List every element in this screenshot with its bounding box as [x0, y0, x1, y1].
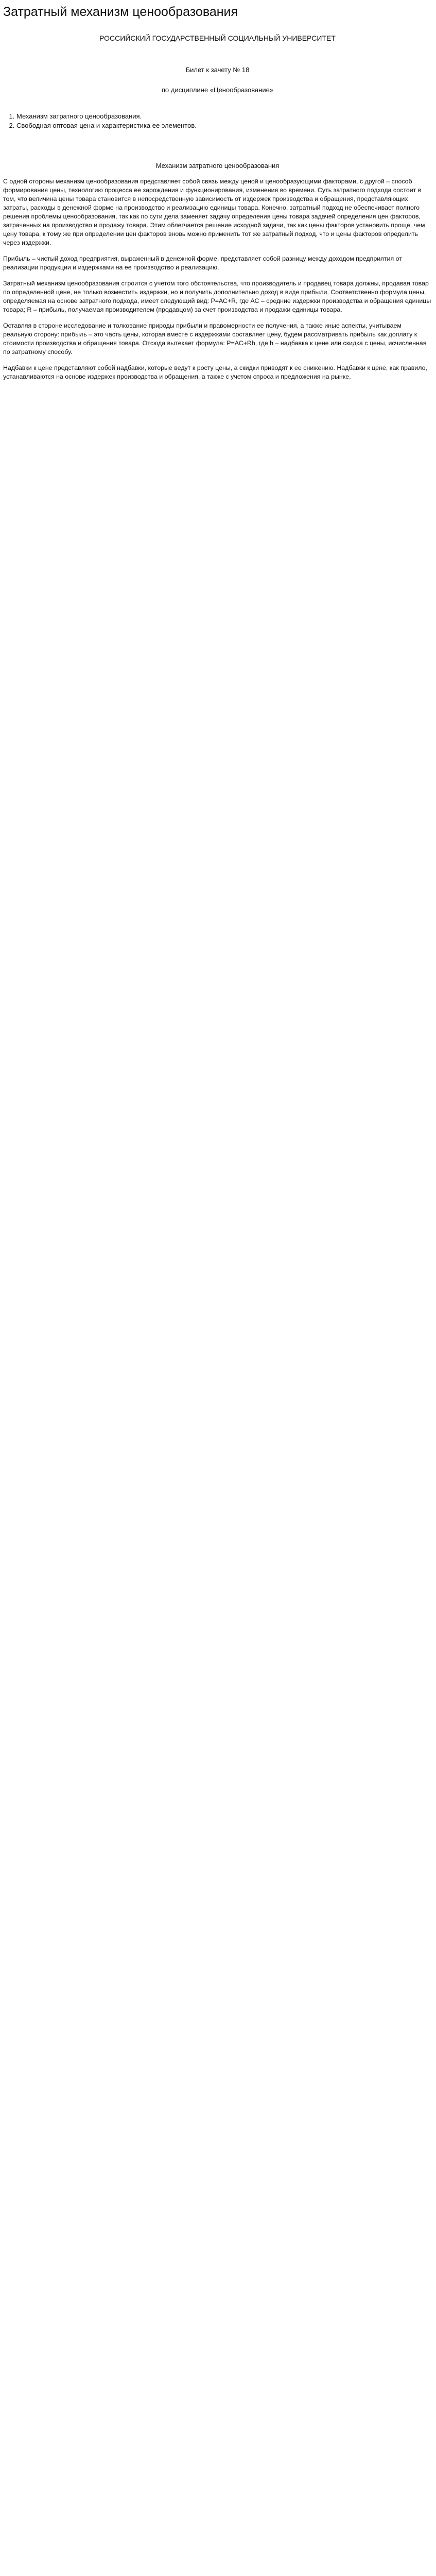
document-page: [0, 0, 436, 381]
page-title: Затратный механизм ценообразования: [3, 5, 238, 19]
body-paragraph: С одной стороны механизм ценообразования представляет собой связь между ценой и ценообразующими факторами, с другой – способ формирования цены, технологию процесса ее зарождения и функционирования, изменения во времени. Суть затратного подхода состоит в том, что величина цены товара становится в непосредственную зависимость от издержек производства и обращения, представляющих затраты, расходы в денежной форме на производство и реализацию единицы товара. Конечно, затратный подход не обеспечивает полного решения проблемы ценообразования, так как по сути дела заменяет задачу определения цены товара задачей определения цен факторов, затраченных на производство и продажу товара. Этим облегчается решение исходной задачи, так как цены факторов установить проще, чем цену товара, к тому же при определении цен факторов вновь можно применить тот же затратный подход, что и цены факторов определить через издержки.: [3, 178, 425, 246]
section-heading: Механизм затратного ценообразования: [155, 162, 280, 170]
body-text: [3, 177, 432, 381]
body-paragraph: Надбавки к цене представляют собой надбавки, которые ведут к росту цены, а скидки приводят к ее снижению. Надбавки к цене, как правило, устанавливаются на основе издержек производства и обращения, а также с учетом спроса и предложения на рынке.: [3, 364, 427, 380]
body-paragraph: Прибыль – чистый доход предприятия, выраженный в денежной форме, представляет собой разницу между доходом предприятия от реализации продукции и издержками на ее производство и реализацию.: [3, 255, 402, 271]
body-paragraph: Оставляя в стороне исследование и толкование природы прибыли и правомерности ее получения, а также иные аспекты, учитываем реальную сторону: прибыль – это часть цены, которая вместе с издержками составляет цену, будем рассматривать прибыль как доплату к стоимости производства и обращения товара. Отсюда вытекает формула: Р=АС+Rh, где h – надбавка к цене или скидка с цены, исчисленная по затратному способу.: [3, 322, 427, 355]
question-item: 1. Механизм затратного ценообразования.: [16, 112, 432, 121]
body-paragraph: Затратный механизм ценообразования строится с учетом того обстоятельства, что производитель и продавец товара должны, продавая товар по определенной цене, не только возместить издержки, но и получить дополнительно доход в виде прибыли. Соответственно формула цены, определяемая на основе затратного подхода, имеет следующий вид: Р=АС+R, где АС – средние издержки производства и обращения единицы товара; R – прибыль, получаемая производителем (продавцом) за счет производства и продажи единицы товара.: [3, 280, 431, 313]
university-name: РОССИЙСКИЙ ГОСУДАРСТВЕННЫЙ СОЦИАЛЬНЫЙ УНИВЕРСИТЕТ: [99, 34, 336, 42]
question-item: 2. Свободная оптовая цена и характеристика ее элементов.: [16, 121, 432, 130]
discipline-line: по дисциплине «Ценообразование»: [161, 86, 274, 94]
questions-list: [3, 112, 432, 130]
ticket-number: Билет к зачету № 18: [185, 66, 250, 74]
